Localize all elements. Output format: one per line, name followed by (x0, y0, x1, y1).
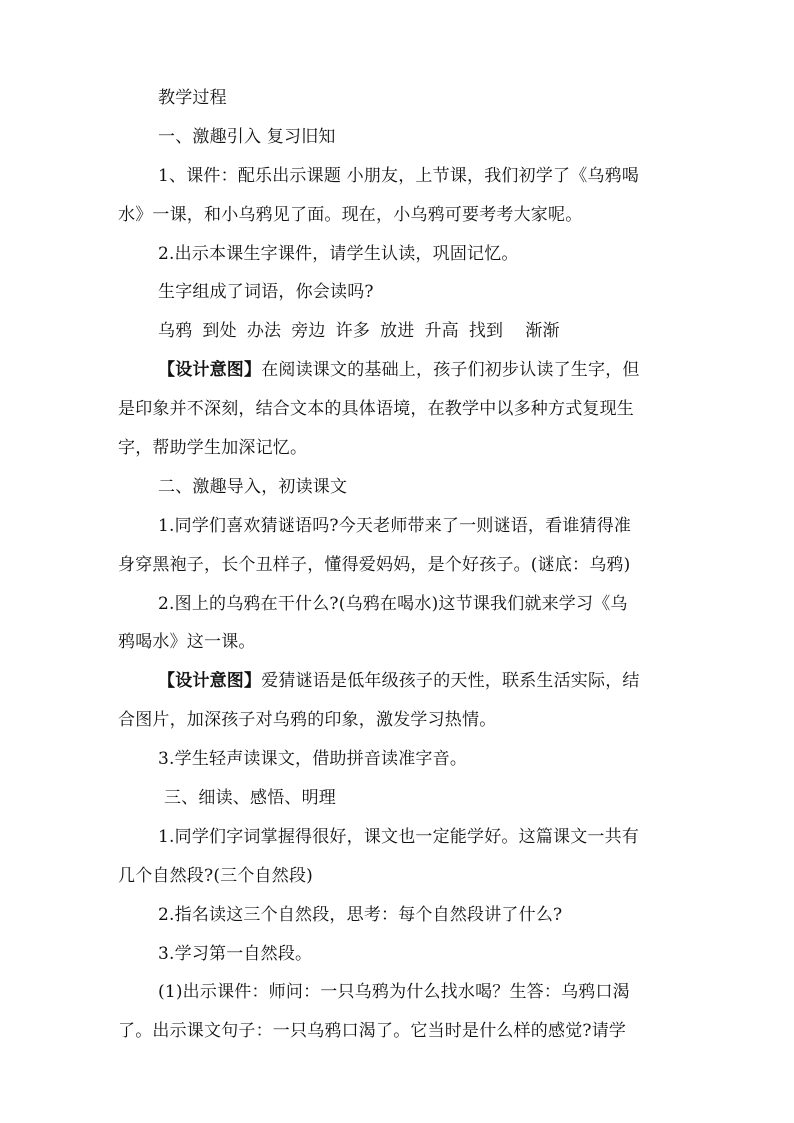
paragraph-line: 1、课件：配乐出示课题 小朋友，上节课，我们初学了《乌鸦喝 (158, 165, 640, 186)
paragraph-continuation: 合图片，加深孩子对乌鸦的印象，激发学习热情。 (118, 710, 497, 731)
document-body (118, 127, 678, 1041)
paragraph-continuation: 身穿黑袍子，长个丑样子，懂得爱妈妈，是个好孩子。(谜底：乌鸦) (118, 554, 631, 575)
paragraph-line: 3.学习第一自然段。 (158, 943, 313, 964)
design-intent-label: 【设计意图】 (158, 671, 262, 692)
vocabulary-word: 乌鸦 (158, 321, 193, 342)
paragraph-line: 一、激趣引入 复习旧知 (158, 126, 336, 147)
section-title: 教学过程 (158, 88, 227, 108)
paragraph-line: 3.学生轻声读课文，借助拼音读准字音。 (158, 749, 468, 770)
paragraph-line: 2.指名读这三个自然段，思考：每个自然段讲了什么? (158, 904, 563, 925)
vocabulary-word: 渐渐 (525, 321, 560, 342)
section-heading: 三、细读、感悟、明理 (164, 788, 336, 809)
vocabulary-word: 放进 (380, 321, 415, 342)
paragraph-line: 2.出示本课生字课件，请学生认读，巩固记忆。 (158, 243, 519, 264)
paragraph-line: 二、激趣导入，初读课文 (158, 476, 348, 497)
design-intent-label: 【设计意图】 (158, 360, 262, 381)
paragraph-line: 1.同学们喜欢猜谜语吗?今天老师带来了一则谜语，看谁猜得准 (158, 515, 632, 536)
paragraph-line: 1.同学们字词掌握得很好，课文也一定能学好。这篇课文一共有 (158, 826, 640, 847)
paragraph-continuation: 几个自然段?(三个自然段) (118, 865, 313, 886)
design-intent-line (118, 671, 678, 691)
paragraph-line: (1)出示课件：师问：一只乌鸦为什么找水喝？生答：乌鸦口渴 (158, 982, 630, 1003)
vocabulary-word: 升高 (424, 321, 459, 342)
paragraph-continuation: 字，帮助学生加深记忆。 (118, 438, 308, 459)
design-intent-text: 在阅读课文的基础上，孩子们初步认读了生字，但 (261, 360, 640, 381)
vocabulary-word: 找到 (468, 321, 504, 342)
document-page (118, 88, 678, 1060)
paragraph-line: 生字组成了词语，你会读吗? (158, 282, 374, 303)
vocabulary-list (118, 321, 678, 341)
paragraph-line: 2.图上的乌鸦在干什么?(乌鸦在喝水)这节课我们就来学习《乌 (158, 593, 628, 614)
vocabulary-word: 办法 (246, 321, 282, 342)
vocabulary-word: 许多 (335, 321, 371, 342)
vocabulary-word: 旁边 (291, 321, 326, 342)
paragraph-continuation: 鸦喝水》这一课。 (118, 632, 256, 653)
paragraph-continuation: 了。出示课文句子：一只乌鸦口渴了。它当时是什么样的感觉?请学 (118, 1021, 627, 1042)
paragraph-continuation: 水》一课，和小乌鸦见了面。现在，小乌鸦可要考考大家呢。 (118, 204, 583, 225)
design-intent-text: 爱猜谜语是低年级孩子的天性，联系生活实际，结 (261, 671, 640, 692)
design-intent-line (118, 360, 678, 380)
paragraph-continuation: 是印象并不深刻，结合文本的具体语境，在教学中以多种方式复现生 (118, 399, 634, 420)
vocabulary-word: 到处 (202, 321, 237, 342)
